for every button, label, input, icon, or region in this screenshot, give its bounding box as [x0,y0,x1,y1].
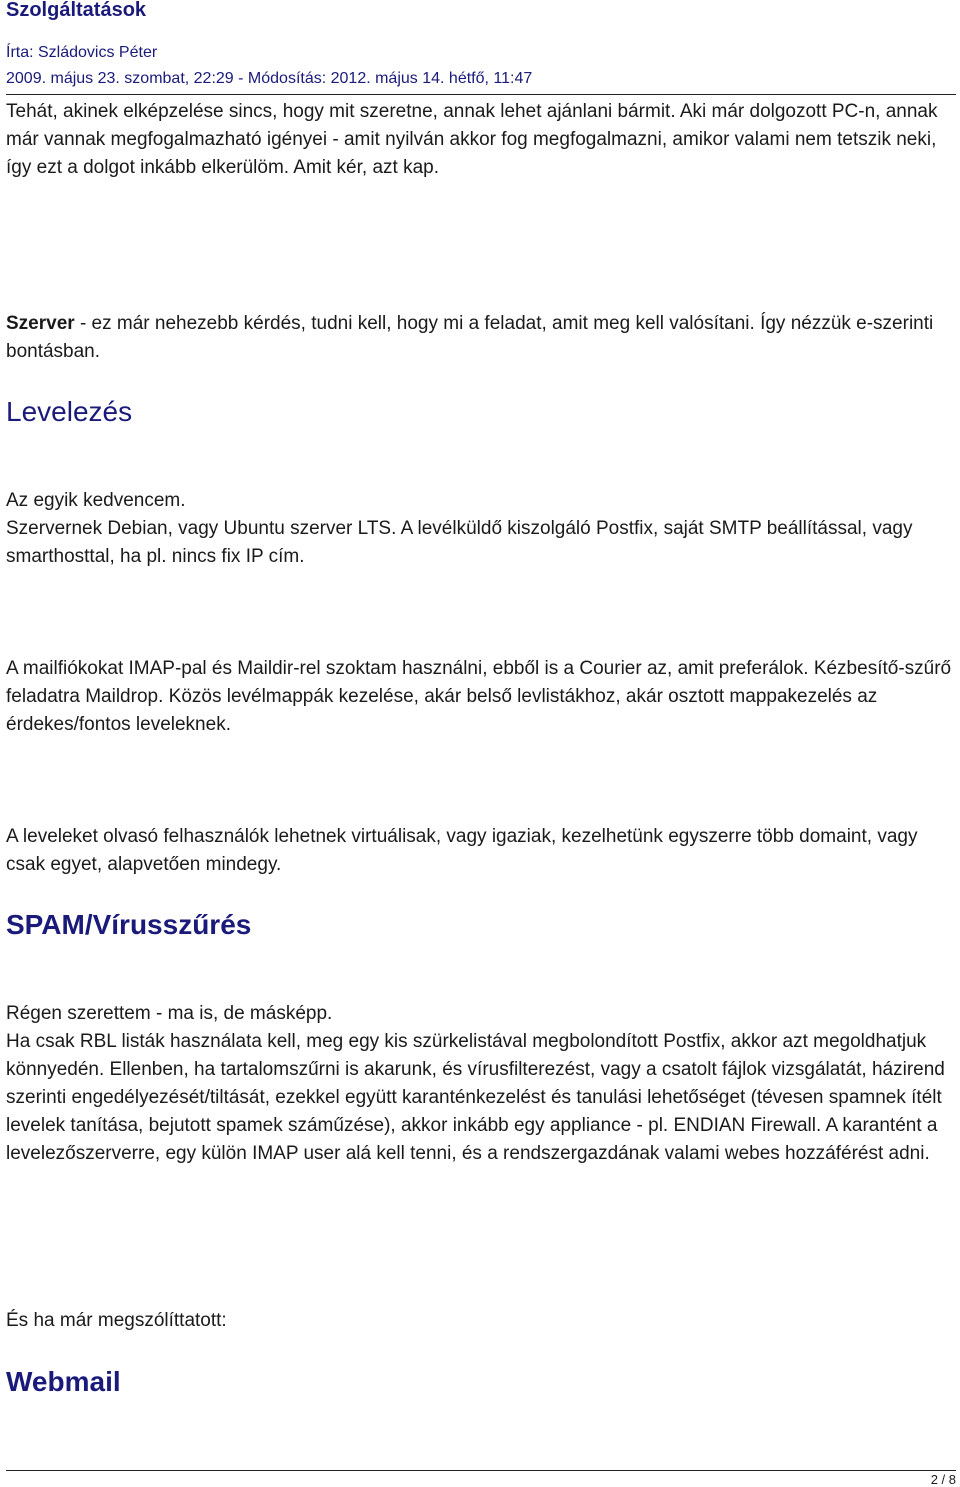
server-text: - ez már nehezebb kérdés, tudni kell, hogy mi a feladat, amit meg kell valósítani. Így nézzük e-szerinti bontásban. [6,313,934,362]
document-title: Szolgáltatások [6,0,147,21]
date-line: 2009. május 23. szombat, 22:29 - Módosítás: 2012. május 14. hétfő, 11:47 [6,70,533,87]
levelezes-line-2: Szervernek Debian, vagy Ubuntu szerver LTS. A levélküldő kiszolgáló Postfix, saját SMTP beállítással, vagy smarthosttal, ha pl. nincs fix IP cím. [6,518,913,567]
levelezes-paragraph-3: A leveleket olvasó felhasználók lehetnek virtuálisak, vagy igaziak, kezelhetünk egyszerre több domaint, vagy csak egyet, alapvetően mindegy. [6,826,918,875]
spam-line-1: Régen szerettem - ma is, de másképp. [6,1003,333,1024]
levelezes-paragraph-2: A mailfiókokat IMAP-pal és Maildir-rel szoktam használni, ebből is a Courier az, amit preferálok. Kézbesítő-szűrő feladatra Maildrop. Közös levélmappák kezelése, akár belső levlistákhoz, akár osztott mappakezelés az érdekes/fontos leveleknek. [6,658,952,735]
server-label: Szerver [6,313,75,334]
spam-paragraph [6,1000,954,1168]
server-paragraph [6,310,954,366]
heading-levelezes: Levelezés [6,396,133,427]
webmail-intro: És ha már megszólíttatott: [6,1310,227,1331]
heading-spam: SPAM/Vírusszűrés [6,909,252,940]
header-divider [6,94,956,95]
author-line: Írta: Szládovics Péter [6,44,158,61]
spam-rest: Ha csak RBL listák használata kell, meg egy kis szürkelistával megbolondított Postfix, akkor azt megoldhatjuk könnyedén. Ellenben, ha tartalomszűrni is akarunk, és vírusfilterezést, vagy a csatolt fájlok vizsgálatát, házirend szerinti engedélyezését/tiltását, ezekkel együtt karanténkezelést és tanulási lehetőséget (tévesen spamnek ítélt levelek tanítása, bejutott spamek száműzése), akkor inkább egy appliance - pl. ENDIAN Firewall. A karantént a levelezőszerverre, egy külön IMAP user alá kell tenni, és a rendszergazdának valami webes hozzáférést adni. [6,1031,945,1164]
intro-paragraph: Tehát, akinek elképzelése sincs, hogy mit szeretne, annak lehet ajánlani bármit. Aki már dolgozott PC-n, annak már vannak megfogalmazható igényei - amit nyilván akkor fog megfogalmazni, amikor valami nem tetszik neki, így ezt a dolgot inkább elkerülöm. Amit kér, azt kap. [6,101,938,178]
heading-webmail: Webmail [6,1366,121,1397]
page-number: 2 / 8 [930,1472,956,1487]
levelezes-paragraph-1 [6,487,954,571]
footer-divider [6,1470,956,1471]
levelezes-line-1: Az egyik kedvencem. [6,490,186,511]
